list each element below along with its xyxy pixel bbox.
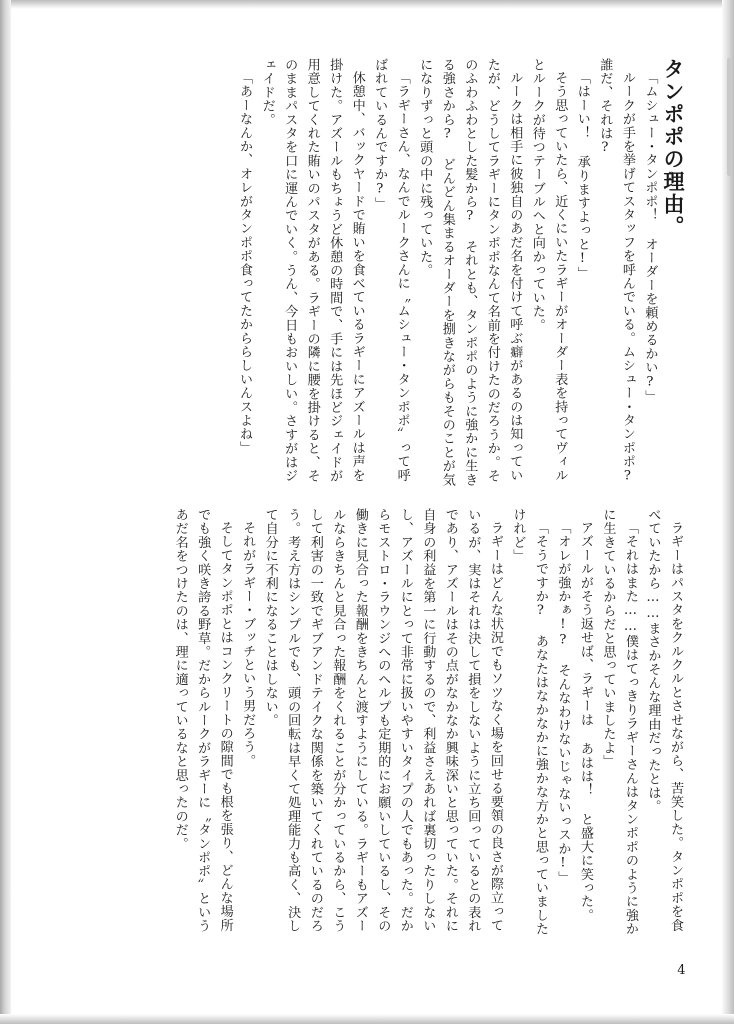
paragraph: 休憩中、バックヤードで賄いを食べているラギーにアズールは声を掛けた。アズールもちょうど休憩の時間で、手には先ほどジェイドが用意してくれた賄いのパスタがある。ラギーの隣に腰を掛けると、そのままパスタを口に運んでいく。うん、今日もおいしい。さすがはジェイドだ。 [259, 58, 365, 483]
paragraph: 「それはまた……僕はてっきりラギーさんはタンポポのように強かに生きているからだと思っていましたよ」 [600, 508, 638, 936]
paragraph: ルークは相手に彼独自のあだ名を付けて呼ぶ癖があるのは知っていたが、どうしてラギーにタンポポなんて名前を付けたのだろうか。そのふわふわとした髪から? それとも、タンポポのように強かに生きる強さから? どんどん集まるオーダーを捌きながらもそのことが気になりずっと頭の中に残っていた。 [417, 58, 523, 487]
paragraph: アズールがそう返せば、ラギーは あはは！ と盛大に笑った。 [577, 521, 593, 923]
paragraph: 「そうですか? あなたはなかなかに強かな方かと思っていましたけれど」 [510, 508, 548, 936]
page-edge-bottom [0, 1014, 734, 1024]
page-number: 4 [677, 963, 686, 978]
paragraph: 「ムシュー・タンポポ！ オーダーを頼めるかい?」 [642, 71, 658, 404]
paragraph: そう思っていたら、近くにいたラギーがオーダー表を持ってヴィルとルークが待つテーブルへと向かっていた。 [529, 58, 568, 483]
text-block-top [86, 58, 686, 488]
paragraph: そしてタンポポとはコンクリートの隙間でも根を張り、どんな場所でも強く咲き誇る野草。だからルークがラギーに〝タンポポ〟というあだ名をつけたのは、理に適っているなと思ったのだ。 [172, 508, 233, 933]
paragraph: ルークが手を挙げてスタッフを呼んでいる。ムシュー・タンポポ? 誰だ、それは? [597, 58, 635, 484]
paragraph: それがラギー・ブッチという男だろう。 [240, 521, 256, 768]
paragraph: ラギーはどんな状況でもソツなく場を回せる要領の良さが際立っているが、実はそれは決して損をしないように立ち回っているとの表れであり、アズールはその点がなかなか興味深いと思っていた。それに自身の利益を第一に行動するので、利益さえあれば裏切ったりしないし、アズールにとって非常に扱いやすいタイプの人でもあった。だからモストロ・ラウンジへのヘルプも定期的にお願いしているし、その働きに見合った報酬をきちんと渡すようにしている。ラギーもアズールならきちんと見合った報酬をくれることが分かっているから、こうして利害の一致でギブアンドテイクな関係を築いてくれているのだろう。考え方はシンプルでも、頭の回転は早くて処理能力も高く、決して自分に不利になることはしない。 [262, 508, 503, 933]
page-edge-left [0, 0, 11, 1024]
page-title: タンポポの理由。 [661, 58, 686, 238]
paragraph: ラギーはパスタをクルクルとさせながら、苦笑した。タンポポを食べていたから……まさかそんな理由だったとは。 [645, 508, 683, 933]
paragraph: 「オレが強かぁ!? そんなわけないじゃないっスか!」 [555, 521, 571, 885]
paragraph: 「はーい！ 承りますよっと!」 [574, 71, 590, 281]
paragraph: 「ラギーさん、なんでルークさんに〝ムシュー・タンポポ〟って呼ばれているんですか?」 [372, 58, 410, 483]
paragraph: 「あーなんか、オレがタンポポ食ってたかららしいんスよね」 [237, 71, 253, 455]
page-edge-top [0, 0, 734, 9]
scrollbar-thumb[interactable] [727, 58, 731, 176]
text-block-bottom [86, 508, 686, 938]
